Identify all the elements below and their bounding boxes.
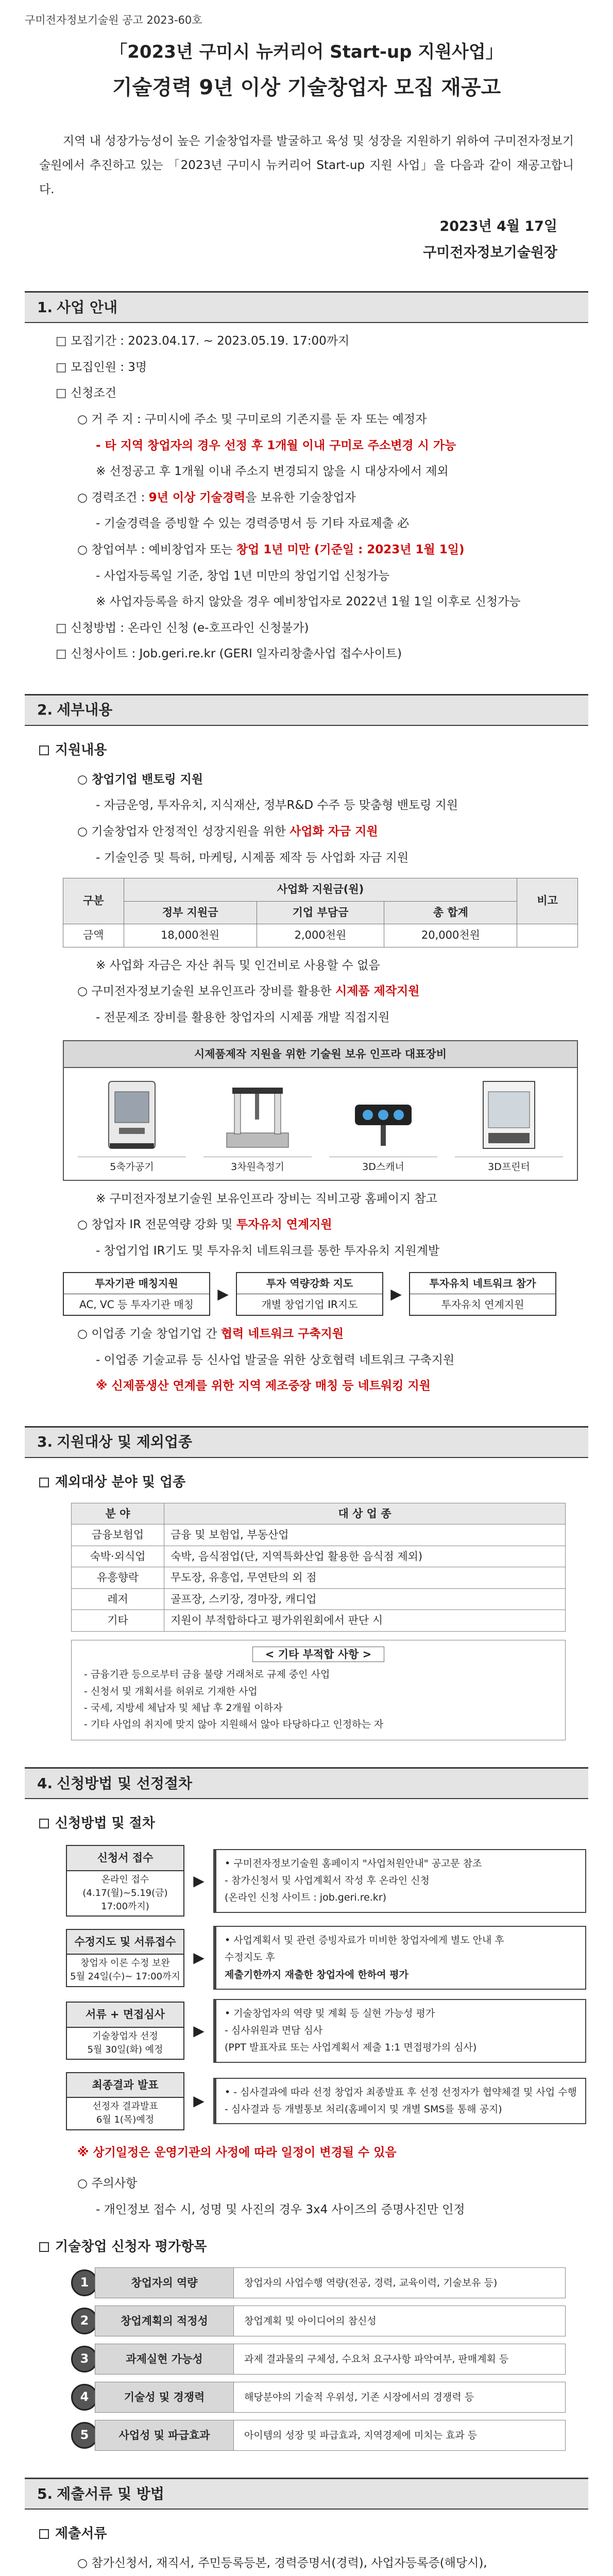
- evaluation-name: 창업계획의 적정성: [95, 2306, 234, 2336]
- step-description: [213, 2078, 586, 2125]
- application-steps: [66, 1845, 586, 2130]
- list-item: ○ 참가신청서, 재직서, 주민등록등본, 경력증명서(경력), 사업자등록증(해당시),: [77, 2556, 487, 2570]
- table-row: [72, 1567, 566, 1588]
- section-title: 지원대상 및 제외업종: [57, 1433, 193, 1451]
- evaluation-number: 4: [71, 2384, 98, 2411]
- step-description: [213, 1926, 586, 1990]
- equipment-figure: [63, 1040, 578, 1181]
- 3d-printer-icon: [475, 1076, 542, 1154]
- section-1-bar: [25, 291, 588, 323]
- measuring-machine-icon: [219, 1076, 296, 1154]
- schedule-note: ※ 상기일정은 운영기관의 사정에 따라 일정이 변경될 수 있음: [77, 2145, 397, 2159]
- fund-header-gov: 정부 지원금: [124, 901, 257, 924]
- section-number: 5.: [37, 2485, 53, 2502]
- arrow-right-icon: ▶: [193, 1872, 205, 1889]
- section-number: 1.: [37, 298, 53, 316]
- step-date: 창업자 이론 수정 보완 5월 24일(수)~ 17:00까지: [70, 1958, 180, 1982]
- notice-org: 구미전자정보기술원장: [423, 244, 557, 261]
- flow-step: 투자 역량강화 지도 개별 창업기업 IR지도: [236, 1272, 383, 1316]
- excluded-industry: 골프장, 스키장, 경마장, 캐디업: [164, 1588, 566, 1609]
- evaluation-description: 창업자의 사업수행 역량(전공, 경력, 교육이력, 기술보유 등): [234, 2267, 566, 2298]
- step-description-line: 제출기한까지 재출한 창업자에 한하여 평가: [225, 1969, 408, 1980]
- section-title: 제출서류 및 방법: [57, 2485, 164, 2502]
- application-step: [66, 1999, 586, 2063]
- emphasis-text: 9년 이상 기술경력: [148, 490, 246, 504]
- square-bullet-icon: [39, 745, 49, 755]
- square-bullet-icon: [39, 1819, 49, 1828]
- application-step: [66, 1845, 586, 1917]
- subheading: 신청방법 및 절차: [25, 1812, 588, 1835]
- list-item: - 전문제조 장비를 활용한 창업자의 시제품 개발 직접지원: [96, 1010, 390, 1024]
- list-item: ○ 이업종 기술 창업기업 간 협력 네트워크 구축지원: [77, 1327, 344, 1341]
- support-list-c: [25, 1186, 588, 1264]
- square-bullet-icon: [39, 2242, 49, 2252]
- table-row: [72, 1610, 566, 1631]
- list-item: - 사업자등록일 기준, 창업 1년 미만의 창업기업 신청가능: [96, 569, 390, 583]
- evaluation-row: [71, 2344, 566, 2375]
- equipment-3dprinter: [455, 1076, 563, 1175]
- page-title-line1: 「2023년 구미시 뉴커리어 Start-up 지원사업」: [110, 41, 503, 62]
- list-item: □ 신청사이트 : Job.geri.re.kr (GERI 일자리창출사업 접수사이트): [56, 647, 402, 661]
- step-description-line: - 참가신청서 및 사업계획서 작성 후 온라인 신청: [225, 1875, 430, 1887]
- list-item: ※ 선정공고 후 1개월 이내 주소지 변경되지 않을 시 대상자에서 제외: [96, 465, 449, 479]
- fund-total: 20,000천원: [384, 924, 517, 947]
- list-item: ○ 주의사항: [77, 2177, 138, 2191]
- evaluation-description: 아이템의 성장 및 파급효과, 지역경제에 미치는 효과 등: [234, 2420, 566, 2451]
- fund-gov: 18,000천원: [124, 924, 257, 947]
- evaluation-number: 1: [71, 2269, 98, 2296]
- excluded-field: 금융보험업: [72, 1524, 164, 1546]
- list-item: ○ 거 주 지 : 구미시에 주소 및 구미로의 기존지를 둔 자 또는 예정자: [77, 413, 427, 427]
- list-item: - 기술경력을 증빙할 수 있는 경력증명서 등 기타 자료제출 必: [96, 517, 410, 531]
- step-date: 기술창업자 선정 5월 30일(화) 예정: [87, 2031, 163, 2056]
- step-description: [213, 1849, 586, 1913]
- step-description-line: • 사업계획서 및 관련 증빙자료가 미비한 창업자에게 별도 안내 후: [225, 1935, 504, 1946]
- step-box: [66, 1929, 184, 1987]
- evaluation-row: [71, 2420, 566, 2451]
- section-number: 2.: [37, 701, 53, 719]
- investment-flow: [63, 1272, 588, 1316]
- list-item: ※ 사업화 자금은 자산 취득 및 인건비로 사용할 수 없음: [96, 958, 380, 972]
- section-title: 사업 안내: [57, 298, 118, 316]
- section-3-bar: [25, 1426, 588, 1458]
- evaluation-name: 기술성 및 경쟁력: [95, 2382, 234, 2413]
- section-title: 신청방법 및 선정절차: [57, 1774, 193, 1792]
- evaluation-row: [71, 2306, 566, 2336]
- evaluation-table: [71, 2267, 566, 2451]
- step-description-line: 수정지도 후: [225, 1952, 275, 1963]
- list-item: ○ 기술창업자 안정적인 성장지원을 위한 사업화 자금 지원: [77, 825, 378, 839]
- list-item: □ 신청조건: [56, 386, 116, 400]
- list-item: ※ 구미전자정보기술원 보유인프라 장비는 직비고광 홈페이지 참고: [96, 1192, 438, 1206]
- ineligible-item: - 신청서 및 개획서를 허위로 기재한 사업: [84, 1685, 258, 1697]
- equipment-cmm: [203, 1076, 312, 1175]
- excluded-field: 레저: [72, 1588, 164, 1609]
- excluded-industry: 금융 및 보험업, 부동산업: [164, 1524, 566, 1546]
- step-description-line: (PPT 발표자료 또는 사업계획서 제출 1:1 면접평가의 심사): [225, 2042, 477, 2054]
- excluded-industry: 숙박, 음식점업(단, 지역특화산업 활용한 음식점 제외): [164, 1546, 566, 1567]
- equipment-figure-title: 시제품제작 지원을 위한 기술원 보유 인프라 대표장비: [64, 1041, 577, 1069]
- notice-number: 구미전자정보기술원 공고 2023-60호: [25, 14, 202, 26]
- section-4-bar: [25, 1767, 588, 1799]
- excluded-field: 숙박·외식업: [72, 1546, 164, 1567]
- square-bullet-icon: [39, 1478, 49, 1487]
- list-item: - 기술인증 및 특허, 마케팅, 시제품 제작 등 사업화 자금 지원: [96, 851, 409, 865]
- step-title: 서류 + 면접심사: [67, 2003, 183, 2028]
- emphasis-text: 사업화 자금 지원: [290, 825, 378, 839]
- step-title: 수정지도 및 서류접수: [67, 1930, 183, 1955]
- fund-row-label: 금액: [63, 924, 124, 947]
- fund-header-note: 비고: [517, 878, 578, 924]
- step-title: 신청서 접수: [67, 1846, 183, 1871]
- arrow-right-icon: ▶: [193, 2022, 205, 2039]
- subheading: 제출서류: [25, 2523, 588, 2545]
- list-item: ○ 창업기업 밴토링 지원: [77, 772, 203, 786]
- emphasis-text: 창업 1년 미만 (기준일 : 2023년 1월 1일): [236, 543, 465, 556]
- fund-note: [517, 924, 578, 947]
- evaluation-description: 해당분야의 기술적 우위성, 기존 시장에서의 경쟁력 등: [234, 2382, 566, 2413]
- documents-list: [25, 2550, 588, 2576]
- subheading: 제외대상 분야 및 업종: [25, 1471, 588, 1494]
- list-item: - 타 지역 창업자의 경우 선정 후 1개월 이내 구미로 주소변경 시 가능: [96, 438, 456, 452]
- equipment-label: 3차원측정기: [203, 1157, 312, 1175]
- arrow-right-icon: ▶: [193, 2092, 205, 2110]
- section-1-list: [25, 328, 588, 667]
- equipment-3dscanner: [329, 1076, 437, 1175]
- list-item: ※ 사업자등록을 하지 않았을 경우 예비창업자로 2022년 1월 1일 이후로 신청가능: [96, 595, 521, 609]
- arrow-right-icon: ▶: [193, 1949, 205, 1966]
- evaluation-name: 과제실현 가능성: [95, 2344, 234, 2375]
- section-title: 세부내용: [57, 701, 113, 719]
- other-ineligible-title: < 기타 부적합 사항 >: [252, 1647, 384, 1662]
- step-box: [66, 2072, 184, 2130]
- section-number: 4.: [37, 1774, 53, 1792]
- step-description-line: • - 심사결과에 따라 선정 창업자 최종발표 후 선정 선정자가 협약체결 및 사업 수행: [225, 2086, 577, 2098]
- table-row: [72, 1588, 566, 1609]
- evaluation-name: 창업자의 역량: [95, 2267, 234, 2298]
- intro-paragraph: 지역 내 성장가능성이 높은 기술창업자를 발굴하고 육성 및 성장을 지원하기 위하여 구미전자정보기술원에서 추진하고 있는 「2023년 구미시 뉴커리어 Start-up 지원 사업」을 다음과 같이 재공고합니다.: [39, 134, 574, 197]
- subheading: 지원내용: [25, 739, 588, 761]
- evaluation-name: 사업성 및 파급효과: [95, 2420, 234, 2451]
- support-list-b: [25, 953, 588, 1031]
- application-step: [66, 2072, 586, 2130]
- excluded-industry: 무도장, 유흥업, 무연탄의 외 점: [164, 1567, 566, 1588]
- list-item: ○ 창업여부 : 예비창업자 또는 창업 1년 미만 (기준일 : 2023년 1월 1일): [77, 543, 465, 556]
- emphasis-text: 투자유치 연계지원: [236, 1218, 332, 1232]
- step-date: 온라인 접수 (4.17(월)~5.19(금) 17:00까지): [82, 1874, 168, 1912]
- emphasis-text: 협력 네트워크 구축지원: [220, 1327, 344, 1341]
- section-5-bar: [25, 2478, 588, 2510]
- subheading: 기술창업 신청자 평가항목: [25, 2236, 588, 2258]
- caution-list: [25, 2171, 588, 2223]
- square-bullet-icon: [39, 2529, 49, 2539]
- arrow-right-icon: ▶: [217, 1285, 229, 1302]
- ineligible-item: - 기타 사업의 취지에 맞지 않아 지원해서 않아 타당하다고 인정하는 자: [84, 1719, 384, 1731]
- fund-header-self: 기업 부담금: [257, 901, 384, 924]
- list-item: - 창업기업 IR기도 및 투자유치 네트워크를 통한 투자유치 지원계발: [96, 1244, 440, 1258]
- table-row: [72, 1546, 566, 1567]
- evaluation-description: 과제 결과물의 구체성, 수요처 요구사항 파악여부, 판매계획 등: [234, 2344, 566, 2375]
- step-description-line: • 구미전자정보기술원 홈페이지 "사업처원안내" 공고문 참조: [225, 1857, 482, 1869]
- list-item: - 자금운영, 투자유치, 지식재산, 정부R&D 수주 등 맞춤형 밴토링 지원: [96, 799, 458, 812]
- step-description-line: - 심사결과 등 개별통보 처리(홈페이지 및 개별 SMS를 통해 공지): [225, 2104, 502, 2115]
- other-ineligible-box: [71, 1640, 566, 1741]
- step-title: 최종결과 발표: [67, 2073, 183, 2098]
- equipment-label: 3D프린터: [455, 1157, 563, 1175]
- flow-step: 투자기관 매칭지원 AC, VC 등 투자기관 매칭: [63, 1272, 210, 1316]
- step-description-line: (온라인 신청 사이트 : job.geri.re.kr): [225, 1892, 387, 1904]
- excluded-industries-table: [71, 1503, 566, 1632]
- excluded-header-field: 분 야: [72, 1503, 164, 1524]
- equipment-label: 5축가공기: [78, 1157, 186, 1175]
- fund-table: [63, 878, 578, 947]
- section-number: 3.: [37, 1433, 53, 1451]
- table-row: [72, 1524, 566, 1546]
- fund-header-total: 총 합계: [384, 901, 517, 924]
- step-description-line: • 기술창업자의 역량 및 계획 등 실현 가능성 평가: [225, 2007, 435, 2019]
- list-item: ○ 구미전자정보기술원 보유인프라 장비를 활용한 시제품 제작지원: [77, 985, 420, 998]
- notice-date: 2023년 4월 17일: [439, 218, 557, 235]
- step-box: [66, 1845, 184, 1917]
- list-item: □ 모집기간 : 2023.04.17. ~ 2023.05.19. 17:00까지: [56, 334, 350, 348]
- equipment-label: 3D스캐너: [329, 1157, 437, 1175]
- list-item: □ 모집인원 : 3명: [56, 360, 147, 374]
- list-item: - 이업종 기술교류 등 신사업 발굴을 위한 상호협력 네트워크 구축지원: [96, 1353, 455, 1367]
- flow-step: 투자유치 네트워크 참가 투자유치 연계지원: [409, 1272, 556, 1316]
- ineligible-item: - 금융기관 등으로부터 금융 불량 거래처로 규제 중인 사업: [84, 1669, 330, 1681]
- step-description: [213, 1999, 586, 2063]
- list-item: ※ 신제품생산 연계를 위한 지역 제조중장 매칭 등 네트워킹 지원: [96, 1379, 431, 1393]
- emphasis-text: 시제품 제작지원: [335, 985, 420, 998]
- evaluation-row: [71, 2267, 566, 2298]
- fund-header-cat: 구분: [63, 878, 124, 924]
- step-description-line: - 심사위원과 면담 심사: [225, 2025, 323, 2037]
- application-step: [66, 1926, 586, 1990]
- cnc-machine-icon: [98, 1076, 165, 1154]
- list-item: ○ 경력조건 : 9년 이상 기술경력을 보유한 기술창업자: [77, 490, 356, 504]
- support-list-a: [25, 767, 588, 871]
- evaluation-row: [71, 2382, 566, 2413]
- fund-header-fund: 사업화 지원금(원): [124, 878, 517, 902]
- step-box: [66, 2002, 184, 2060]
- excluded-field: 유흥향락: [72, 1567, 164, 1588]
- list-item: □ 신청방법 : 온라인 신청 (e-호프라인 신청불가): [56, 621, 309, 635]
- excluded-field: 기타: [72, 1610, 164, 1631]
- equipment-5axis: [78, 1076, 186, 1175]
- evaluation-number: 2: [71, 2308, 98, 2334]
- list-item: - 개인정보 접수 시, 성명 및 사진의 경우 3x4 사이즈의 증명사진만 인정: [96, 2202, 465, 2216]
- evaluation-number: 5: [71, 2422, 98, 2449]
- fund-self: 2,000천원: [257, 924, 384, 947]
- excluded-industry: 지원이 부적합하다고 평가위원회에서 판단 시: [164, 1610, 566, 1631]
- list-item: ○ 창업자 IR 전문역량 강화 및 투자유치 연계지원: [77, 1218, 332, 1232]
- 3d-scanner-icon: [345, 1076, 422, 1154]
- evaluation-number: 3: [71, 2346, 98, 2372]
- arrow-right-icon: ▶: [390, 1285, 402, 1302]
- evaluation-description: 창업계획 및 아이디어의 참신성: [234, 2306, 566, 2336]
- ineligible-item: - 국세, 지방세 체납자 및 체납 후 2개월 이하자: [84, 1702, 283, 1714]
- section-2-bar: [25, 694, 588, 726]
- excluded-header-industry: 대 상 업 종: [164, 1503, 566, 1524]
- page-title-line2: 기술경력 9년 이상 기술창업자 모집 재공고: [112, 75, 501, 99]
- support-list-d: [25, 1321, 588, 1399]
- step-date: 선정자 결과발표 6월 1(목)예정: [92, 2101, 158, 2126]
